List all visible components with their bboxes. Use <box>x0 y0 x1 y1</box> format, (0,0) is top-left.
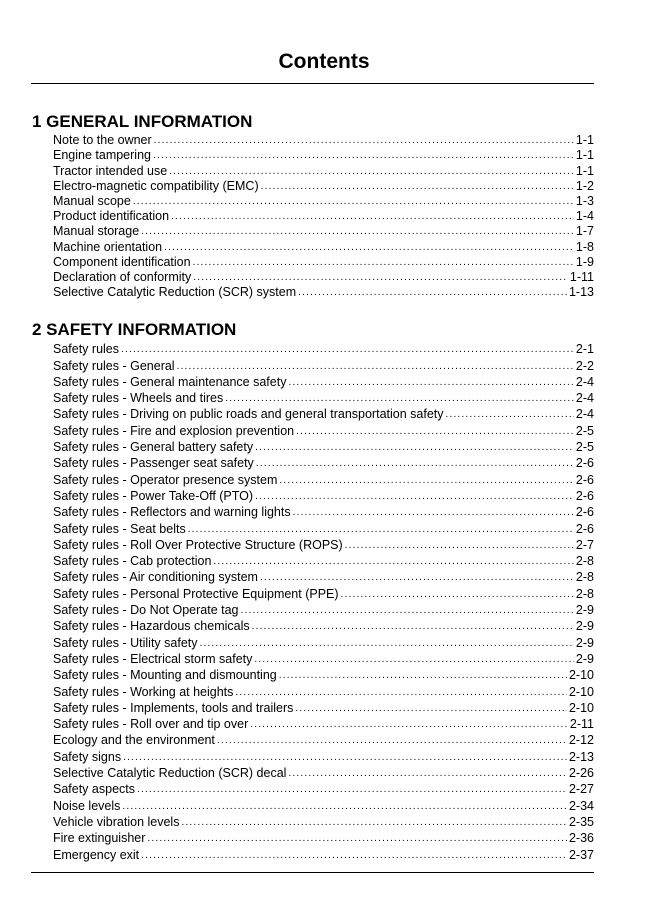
toc-entry-title: Selective Catalytic Reduction (SCR) decal <box>53 766 287 781</box>
dot-leader <box>255 491 574 503</box>
toc-list <box>32 132 594 299</box>
toc-entry[interactable] <box>53 132 594 147</box>
toc-entry[interactable] <box>53 178 594 193</box>
toc-entry-title: Engine tampering <box>53 148 151 163</box>
toc-entry[interactable] <box>53 269 594 284</box>
dot-leader <box>295 703 567 715</box>
toc-entry-page: 1-9 <box>575 254 594 269</box>
dot-leader <box>169 166 574 178</box>
toc-entry-page: 2-8 <box>575 586 594 601</box>
toc-entry[interactable] <box>53 519 594 535</box>
toc-entry[interactable] <box>53 421 594 437</box>
toc-entry[interactable] <box>53 617 594 633</box>
dot-leader <box>255 442 574 454</box>
toc-entry[interactable] <box>53 254 594 269</box>
dot-leader <box>193 257 574 269</box>
toc-entry-title: Safety rules - Do Not Operate tag <box>53 603 239 618</box>
toc-entry-page: 2-5 <box>575 423 594 438</box>
toc-entry[interactable] <box>53 829 594 845</box>
toc-entry[interactable] <box>53 796 594 812</box>
toc-entry-title: Product identification <box>53 209 170 224</box>
dot-leader <box>252 621 574 633</box>
toc-entry[interactable] <box>53 454 594 470</box>
toc-entry[interactable] <box>53 666 594 682</box>
toc-entry-page: 2-2 <box>575 358 594 373</box>
toc-entry[interactable] <box>53 780 594 796</box>
toc-entry[interactable] <box>53 503 594 519</box>
section-safety-information <box>32 320 594 862</box>
toc-entry-title: Safety rules - Reflectors and warning lights <box>53 505 291 520</box>
toc-entry[interactable] <box>53 405 594 421</box>
dot-leader <box>235 687 567 699</box>
toc-entry-page: 2-6 <box>575 472 594 487</box>
dot-leader <box>293 507 574 519</box>
toc-entry-title: Safety rules - General <box>53 358 175 373</box>
toc-entry[interactable] <box>53 193 594 208</box>
toc-entry-page: 2-1 <box>575 342 594 357</box>
toc-entry-page: 2-7 <box>575 537 594 552</box>
toc-entry[interactable] <box>53 699 594 715</box>
toc-entry-page: 1-1 <box>575 163 594 178</box>
dot-leader <box>164 242 574 254</box>
toc-entry-page: 2-10 <box>568 668 594 683</box>
toc-entry-page: 2-13 <box>568 749 594 764</box>
toc-entry-page: 2-10 <box>568 700 594 715</box>
toc-entry-page: 2-5 <box>575 440 594 455</box>
toc-entry-page: 2-26 <box>568 766 594 781</box>
toc-entry-page: 2-6 <box>575 505 594 520</box>
dot-leader <box>213 556 574 568</box>
toc-entry-title: Safety rules - Utility safety <box>53 635 198 650</box>
toc-entry[interactable] <box>53 162 594 177</box>
toc-entry-title: Safety signs <box>53 749 122 764</box>
toc-entry-title: Safety rules - Passenger seat safety <box>53 456 254 471</box>
toc-entry-title: Safety rules - Cab protection <box>53 554 212 569</box>
dot-leader <box>133 196 574 208</box>
toc-entry[interactable] <box>53 373 594 389</box>
toc-entry-title: Selective Catalytic Reduction (SCR) system <box>53 285 297 300</box>
dot-leader <box>279 670 567 682</box>
dot-leader <box>241 605 574 617</box>
toc-entry-title: Safety rules - Driving on public roads and general transportation safety <box>53 407 444 422</box>
toc-entry-page: 2-6 <box>575 488 594 503</box>
toc-entry[interactable] <box>53 389 594 405</box>
top-divider <box>31 83 594 84</box>
toc-entry-page: 2-35 <box>568 814 594 829</box>
bottom-divider <box>31 872 594 873</box>
dot-leader <box>298 287 567 299</box>
toc-entry-title: Emergency exit <box>53 847 140 862</box>
toc-entry-page: 2-27 <box>568 782 594 797</box>
toc-entry-page: 2-34 <box>568 798 594 813</box>
dot-leader <box>296 426 574 438</box>
toc-entry-title: Manual scope <box>53 193 131 208</box>
toc-entry[interactable] <box>53 340 594 356</box>
toc-entry-title: Safety rules - Roll over and tip over <box>53 717 249 732</box>
page-title: Contents <box>278 50 370 73</box>
toc-entry-title: Ecology and the environment <box>53 733 215 748</box>
dot-leader <box>193 272 568 284</box>
toc-entry-title: Machine orientation <box>53 239 163 254</box>
toc-entry-title: Safety rules - General battery safety <box>53 440 254 455</box>
dot-leader <box>261 181 574 193</box>
toc-entry-page: 2-11 <box>569 717 594 732</box>
dot-leader <box>288 377 573 389</box>
toc-entry[interactable] <box>53 845 594 861</box>
section-heading: 2 SAFETY INFORMATION <box>32 320 237 339</box>
dot-leader <box>250 719 568 731</box>
dot-leader <box>225 393 574 405</box>
toc-entry[interactable] <box>53 536 594 552</box>
toc-entry-title: Safety rules - Personal Protective Equipment (PPE) <box>53 586 339 601</box>
toc-entry-title: Safety rules - Roll Over Protective Structure (ROPS) <box>53 537 343 552</box>
toc-entry-page: 2-6 <box>575 521 594 536</box>
toc-entry-title: Tractor intended use <box>53 163 168 178</box>
toc-entry-page: 2-8 <box>575 554 594 569</box>
toc-entry-title: Safety rules - Operator presence system <box>53 472 278 487</box>
dot-leader <box>341 589 574 601</box>
toc-entry-title: Component identification <box>53 254 191 269</box>
toc-entry[interactable] <box>53 438 594 454</box>
dot-leader <box>141 850 567 862</box>
toc-entry-page: 1-1 <box>575 148 594 163</box>
toc-entry-title: Safety rules - Fire and explosion prevention <box>53 423 295 438</box>
dot-leader <box>154 135 574 147</box>
toc-list <box>32 340 594 862</box>
toc-entry[interactable] <box>53 633 594 649</box>
dot-leader <box>345 540 574 552</box>
toc-entry-page: 1-8 <box>575 239 594 254</box>
toc-entry-title: Declaration of conformity <box>53 269 192 284</box>
toc-entry-page: 2-4 <box>575 407 594 422</box>
toc-entry-page: 2-9 <box>575 619 594 634</box>
toc-entry-title: Safety rules - Electrical storm safety <box>53 651 253 666</box>
toc-entry[interactable] <box>53 601 594 617</box>
toc-entry-page: 2-9 <box>575 635 594 650</box>
dot-leader <box>177 361 574 373</box>
toc-entry-page: 2-8 <box>575 570 594 585</box>
toc-entry-title: Safety rules - Power Take-Off (PTO) <box>53 488 254 503</box>
toc-entry[interactable] <box>53 487 594 503</box>
toc-entry-title: Note to the owner <box>53 133 152 148</box>
toc-entry-title: Safety rules - Implements, tools and trailers <box>53 700 294 715</box>
toc-entry-title: Safety rules - Air conditioning system <box>53 570 258 585</box>
toc-entry-title: Noise levels <box>53 798 121 813</box>
dot-leader <box>141 226 574 238</box>
section-general-information <box>32 112 594 299</box>
toc-entry-page: 2-9 <box>575 651 594 666</box>
toc-entry[interactable] <box>53 813 594 829</box>
dot-leader <box>288 768 567 780</box>
toc-entry-page: 2-10 <box>568 684 594 699</box>
toc-entry-page: 2-36 <box>568 831 594 846</box>
dot-leader <box>200 638 574 650</box>
dot-leader <box>122 801 567 813</box>
toc-entry-page: 1-13 <box>568 285 594 300</box>
toc-entry[interactable] <box>53 284 594 299</box>
toc-entry-title: Electro-magnetic compatibility (EMC) <box>53 178 259 193</box>
toc-entry-page: 1-4 <box>575 209 594 224</box>
toc-entry[interactable] <box>53 715 594 731</box>
dot-leader <box>279 475 574 487</box>
toc-entry-title: Safety rules - General maintenance safety <box>53 374 287 389</box>
toc-entry-page: 2-6 <box>575 456 594 471</box>
toc-entry[interactable] <box>53 208 594 223</box>
toc-entry[interactable] <box>53 147 594 162</box>
toc-entry-title: Safety rules - Seat belts <box>53 521 186 536</box>
dot-leader <box>147 833 567 845</box>
toc-entry[interactable] <box>53 238 594 253</box>
toc-entry-title: Safety rules - Mounting and dismounting <box>53 668 277 683</box>
toc-entry[interactable] <box>53 552 594 568</box>
toc-entry-page: 1-7 <box>575 224 594 239</box>
dot-leader <box>188 524 574 536</box>
toc-entry-title: Safety aspects <box>53 782 135 797</box>
dot-leader <box>446 409 574 421</box>
toc-entry-page: 2-4 <box>575 374 594 389</box>
dot-leader <box>256 458 574 470</box>
toc-entry-page: 1-2 <box>575 178 594 193</box>
toc-entry-title: Safety rules <box>53 342 120 357</box>
toc-entry-page: 1-3 <box>575 193 594 208</box>
dot-leader <box>121 344 574 356</box>
toc-entry-page: 2-37 <box>568 847 594 862</box>
toc-entry[interactable] <box>53 568 594 584</box>
toc-entry[interactable] <box>53 731 594 747</box>
dot-leader <box>171 211 574 223</box>
toc-entry-page: 2-9 <box>575 603 594 618</box>
toc-entry[interactable] <box>53 356 594 372</box>
dot-leader <box>123 752 567 764</box>
dot-leader <box>181 817 567 829</box>
toc-entry-title: Fire extinguisher <box>53 831 146 846</box>
toc-entry-title: Safety rules - Wheels and tires <box>53 391 224 406</box>
toc-entry-title: Manual storage <box>53 224 140 239</box>
toc-entry[interactable] <box>53 470 594 486</box>
toc-entry[interactable] <box>53 650 594 666</box>
section-heading: 1 GENERAL INFORMATION <box>32 112 253 131</box>
dot-leader <box>153 150 574 162</box>
dot-leader <box>254 654 574 666</box>
dot-leader <box>260 572 574 584</box>
dot-leader <box>137 784 567 796</box>
toc-entry-page: 2-12 <box>568 733 594 748</box>
dot-leader <box>217 735 567 747</box>
toc-entry[interactable] <box>53 584 594 600</box>
toc-entry[interactable] <box>53 764 594 780</box>
toc-entry[interactable] <box>53 682 594 698</box>
toc-entry-page: 1-1 <box>575 133 594 148</box>
toc-entry-title: Safety rules - Working at heights <box>53 684 234 699</box>
toc-entry[interactable] <box>53 223 594 238</box>
toc-entry-page: 2-4 <box>575 391 594 406</box>
toc-entry-title: Vehicle vibration levels <box>53 814 180 829</box>
toc-entry-page: 1-11 <box>569 269 594 284</box>
toc-entry[interactable] <box>53 747 594 763</box>
toc-entry-title: Safety rules - Hazardous chemicals <box>53 619 250 634</box>
